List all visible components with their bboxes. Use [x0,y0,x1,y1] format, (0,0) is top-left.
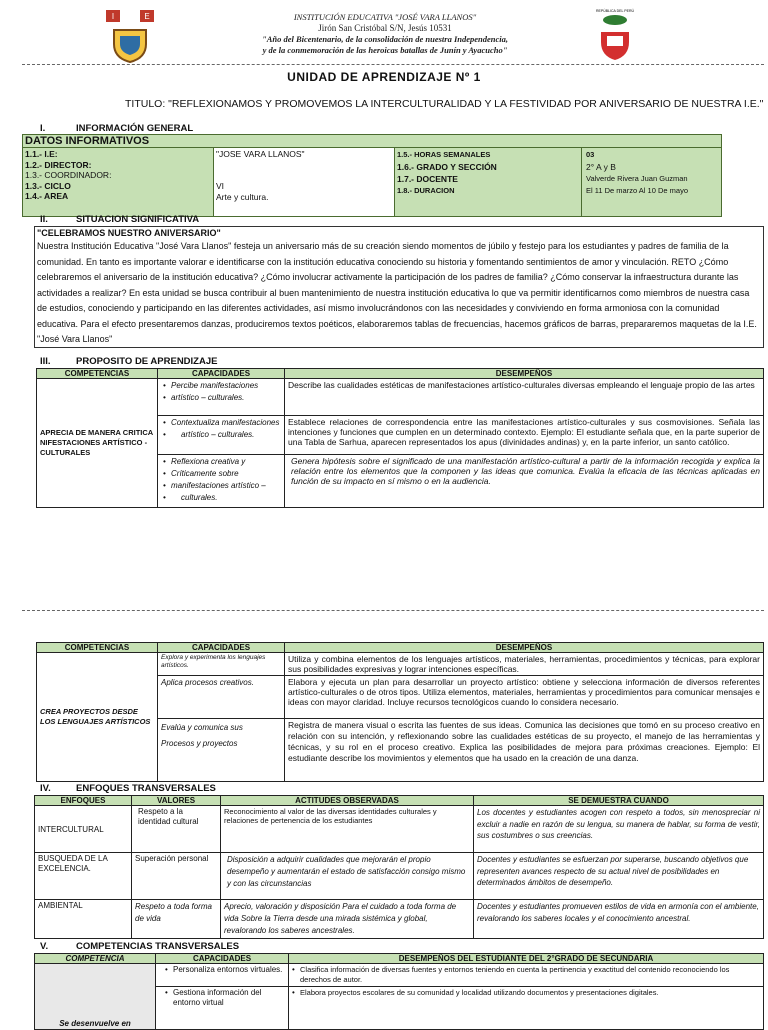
value-ciclo: VI [216,181,225,191]
desempeno-2: Establece relaciones de correspondencia entre las manifestaciones artístico-culturales y sus cosmovisiones. Señala las intenciones y funciones que cumplen en un determinado contexto. Ejemplo: El estudiante señala que, en la parte superior de una Tabla de Sarhua, aparecen representados los apus (divinidades andinas) y, en la parte inferior, un santo católico. [285,416,764,455]
situacion-significativa-box [34,226,764,348]
section-3-heading: III. PROPOSITO DE APRENDIZAJE [40,356,218,367]
enfoques-table: ENFOQUES VALORES ACTITUDES OBSERVADAS SE DEMUESTRA CUANDO INTERCULTURAL Respeto a la identidad cultural Reconocimiento al valor de las diversas identidades culturales y relaciones de pertenencia de los estudiantes Los docentes y estudiantes acogen con respeto a todos, sin menospreciar ni excluir a nadie en razón de su lengua, su manera de hablar, su forma de vestir, sus costumbres o sus creencias. BUSQUEDA DE LA EXCELENCIA. Superación personal Disposición a adquirir cualidades que mejorarán el propio desempeño y aumentarán el estado de satisfacción consigo mismo y con las circunstancias Docentes y estudiantes se esfuerzan por superarse, buscando objetivos que representen avances respecto de su actual nivel de posibilidades en determinados ámbitos de desempeño. AMBIENTAL Respeto a toda forma de vida Aprecio, valoración y disposición Para el cuidado a toda forma de vida Sobre la Tierra desde una mirada sistémica y global, revalorando los saberes ancestrales. Docentes y estudiantes promueven estilos de vida en armonía con el ambiente, revalorando los saberes locales y el conocimiento ancestral. [34,795,764,939]
header-divider [22,64,764,65]
value-ie: "JOSE VARA LLANOS" [216,149,305,159]
section-5-heading: V. COMPETENCIAS TRANSVERSALES [40,941,240,952]
situacion-heading: "CELEBRAMOS NUESTRO ANIVERSARIO" [37,228,221,238]
section-2-heading: II. SITUACION SIGNIFICATIVA [40,214,200,225]
svg-text:I: I [111,12,115,21]
svg-text:E: E [144,12,150,21]
motto-line-2: y de la conmemoración de las heroicas batallas de Junín y Ayacucho" [262,45,508,55]
competencia-crea: CREA PROYECTOS DESDE LOS LENGUAJES ARTÍSTICOS [37,653,158,782]
situacion-text: Nuestra Institución Educativa "José Vara Llanos" festeja un aniversario más de su creación siendo momentos de júbilo y festejo para los estudiantes y padres de familia de la comunidad. En tanto es importante valorar e identificarse con la institución educativa conociendo su historia y fomentando sentimientos de amor y vinculación. RETO ¿Cómo celebraremos el aniversario de la institución educativa? ¿Cómo involucrar activamente la participación de los padres de familia? ¿Cómo conservar la infraestructura durante las actividades a realizar? En esta unidad se busca contribuir al buen mantenimiento de nuestra institución educativa lo que va permitir identificarnos como miembros de nuestra casa de estudios, conociendo y participando en las diferentes actividades, así mismo involucrándonos con las necesidades y conviviendo en forma armoniosa con la comunidad educativa. Para el efecto presentaremos danzas, produciremos textos poéticos, elaboraremos tablas de frecuencias, hacemos gráficos de barras, prepararemos maquetas de la I.E. "José Vara Llanos" [37,241,757,344]
unit-title: UNIDAD DE APRENDIZAJE Nº 1 [287,70,481,84]
motto-line-1: "Año del Bicentenario, de la consolidación de nuestra Independencia, [261,34,509,44]
page-divider [22,610,764,611]
datos-informativos-table: DATOS INFORMATIVOS 1.1.- I.E: 1.2.- DIRECTOR: 1.3.- COORDINADOR: 1.3.- CICLO 1.4.- AREA "JOSE VARA LLANOS" VI Arte y cultura. 1.5.- HORAS SEMANALES 1.6.- GRADO Y SECCIÓN 1.7.- DOCENTE 1.8.- DURACION 03 2° A y B Valverde Rivera Juan Guzman El 11 De marzo Al 10 De mayo [22,134,722,217]
proposito-table-2: COMPETENCIAS CAPACIDADES DESEMPEÑOS CREA PROYECTOS DESDE LOS LENGUAJES ARTÍSTICOS Explora y experimenta los lenguajes artísticos. Utiliza y combina elementos de los lenguajes artísticos, materiales, herramientas, procedimientos y técnicas, para explorar sus posibilidades expresivas y lograr intenciones específicas. Aplica procesos creativos. Elabora y ejecuta un plan para desarrollar un proyecto artístico: obtiene y selecciona información de diversos referentes artístico-culturales o de otros tipos. Utiliza elementos, materiales, herramientas y procedimientos para comunicar mensajes e ideas con mayor claridad. Incluye recursos tecnológicos cuando lo considera necesario. Evalúa y comunica sus Procesos y proyectos Registra de manera visual o escrita las fuentes de sus ideas. Comunica las decisiones que tomó en su proceso creativo en relación con su intención, y reflexionando sobre las cualidades estéticas de su proyecto, el manejo de las herramientas y técnicas, y su rol en el proceso creativo. Explica las posibilidades de mejora para próximas creaciones. Ejemplo: El estudiante describe los movimientos y elementos que ha usado en la creación de una danza. [36,642,764,782]
desempeno-3: Genera hipótesis sobre el significado de una manifestación artístico-cultural a partir de la información recogida y explica la relación entre los elementos que la componen y las ideas que comunica. Evalúa la eficacia de las técnicas aplicadas en función de su impacto en sí mismo o en la audiencia. [285,455,764,508]
school-logo [100,8,160,63]
section-1-heading: I. INFORMACIÓN GENERAL [40,123,194,134]
institution-name: INSTITUCIÓN EDUCATIVA "JOSÉ VARA LLANOS" [293,12,477,22]
unit-subtitle: TITULO: "REFLEXIONAMOS Y PROMOVEMOS LA INTERCULTURALIDAD Y LA FESTIVIDAD POR ANIVERSARIO DE NUESTRA I.E." [125,98,764,110]
peru-coat-of-arms [592,6,638,62]
datos-heading: DATOS INFORMATIVOS [23,135,722,148]
competencias-transversales-table: COMPETENCIA CAPACIDADES DESEMPEÑOS DEL ESTUDIANTE DEL 2°GRADO DE SECUNDARIA Se desenvuelve en • Personaliza entornos virtuales. • Clasifica información de diversas fuentes y entornos teniendo en cuenta la pertinencia y exactitud del contenido reconociendo los derechos de autor. • Gestiona información del entorno virtual • Elabora proyectos escolares de su comunidad y localidad utilizando documentos y presentaciones digitales. [34,953,764,1030]
coat-label: REPÚBLICA DEL PERÚ [596,9,634,13]
header-text [220,12,550,56]
address: Jirón San Cristóbal S/N, Jesús 10531 [318,23,452,33]
value-area: Arte y cultura. [216,192,269,202]
desempeno-1: Describe las cualidades estéticas de manifestaciones artístico-culturales diversas empleando el lenguaje propio de las artes [285,379,764,416]
competencia-aprecia: APRECIA DE MANERA CRITICA NIFESTACIONES ARTÍSTICO - CULTURALES [37,379,158,508]
proposito-table-1: COMPETENCIAS CAPACIDADES DESEMPEÑOS APRECIA DE MANERA CRITICA NIFESTACIONES ARTÍSTICO - CULTURALES • Percibe manifestaciones • artístico – culturales. Describe las cualidades estéticas de manifestaciones artístico-culturales diversas empleando el lenguaje propio de las artes • Contextualiza manifestaciones • artístico – culturales. Establece relaciones de correspondencia entre las manifestaciones artístico-culturales y sus cosmovisiones. Señala las intenciones y funciones que cumplen en un determinado contexto. Ejemplo: El estudiante señala que, en la parte superior de una Tabla de Sarhua, aparecen representados los apus (divinidades andinas) y, en la parte inferior, un santo católico. • Reflexiona creativa y • Críticamente sobre • manifestaciones artístico – • culturales. Genera hipótesis sobre el significado de una manifestación artístico-cultural a partir de la información recogida y explica la relación entre los elementos que la componen y las ideas que comunica. Evalúa la eficacia de las técnicas aplicadas en función de su impacto en sí mismo o en la audiencia. [36,368,764,508]
section-4-heading: IV. ENFOQUES TRANSVERSALES [40,783,216,794]
